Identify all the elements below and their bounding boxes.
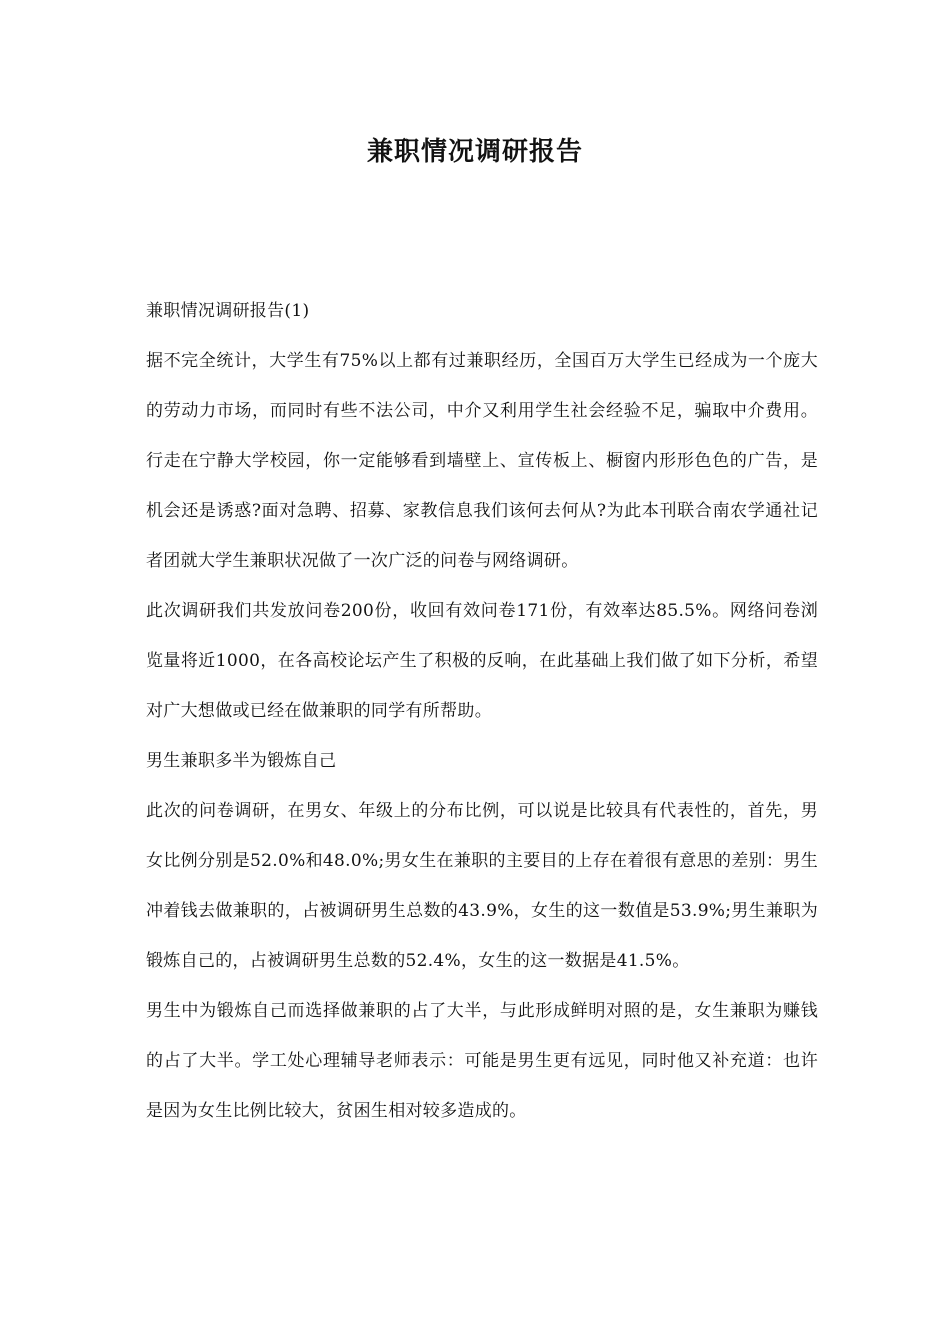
document-body (146, 286, 818, 1136)
paragraph-gender-ratio: 此次的问卷调研，在男女、年级上的分布比例，可以说是比较具有代表性的，首先，男女比例分别是52.0%和48.0%;男女生在兼职的主要目的上存在着很有意思的差别：男生冲着钱去做兼职的，占被调研男生总数的43.9%，女生的这一数值是53.9%;男生兼职为锻炼自己的，占被调研男生总数的52.4%，女生的这一数据是41.5%。 (146, 801, 818, 971)
paragraph-survey-stats: 此次调研我们共发放问卷200份，收回有效问卷171份，有效率达85.5%。网络问卷浏览量将近1000，在各高校论坛产生了积极的反响，在此基础上我们做了如下分析，希望对广大想做或已经在做兼职的同学有所帮助。 (146, 601, 818, 721)
paragraph-intro: 据不完全统计，大学生有75%以上都有过兼职经历，全国百万大学生已经成为一个庞大的劳动力市场，而同时有些不法公司，中介又利用学生社会经验不足，骗取中介费用。行走在宁静大学校园，你一定能够看到墙壁上、宣传板上、橱窗内形形色色的广告，是机会还是诱惑?面对急聘、招募、家教信息我们该何去何从?为此本刊联合南农学通社记者团就大学生兼职状况做了一次广泛的问卷与网络调研。 (146, 351, 818, 571)
subheading-male-part-time: 男生兼职多半为锻炼自己 (146, 751, 337, 771)
document-title: 兼职情况调研报告 (366, 137, 583, 167)
paragraph-analysis: 男生中为锻炼自己而选择做兼职的占了大半，与此形成鲜明对照的是，女生兼职为赚钱的占了大半。学工处心理辅导老师表示：可能是男生更有远见，同时他又补充道：也许是因为女生比例比较大，贫困生相对较多造成的。 (146, 1001, 818, 1121)
section-heading: 兼职情况调研报告(1) (146, 301, 310, 321)
